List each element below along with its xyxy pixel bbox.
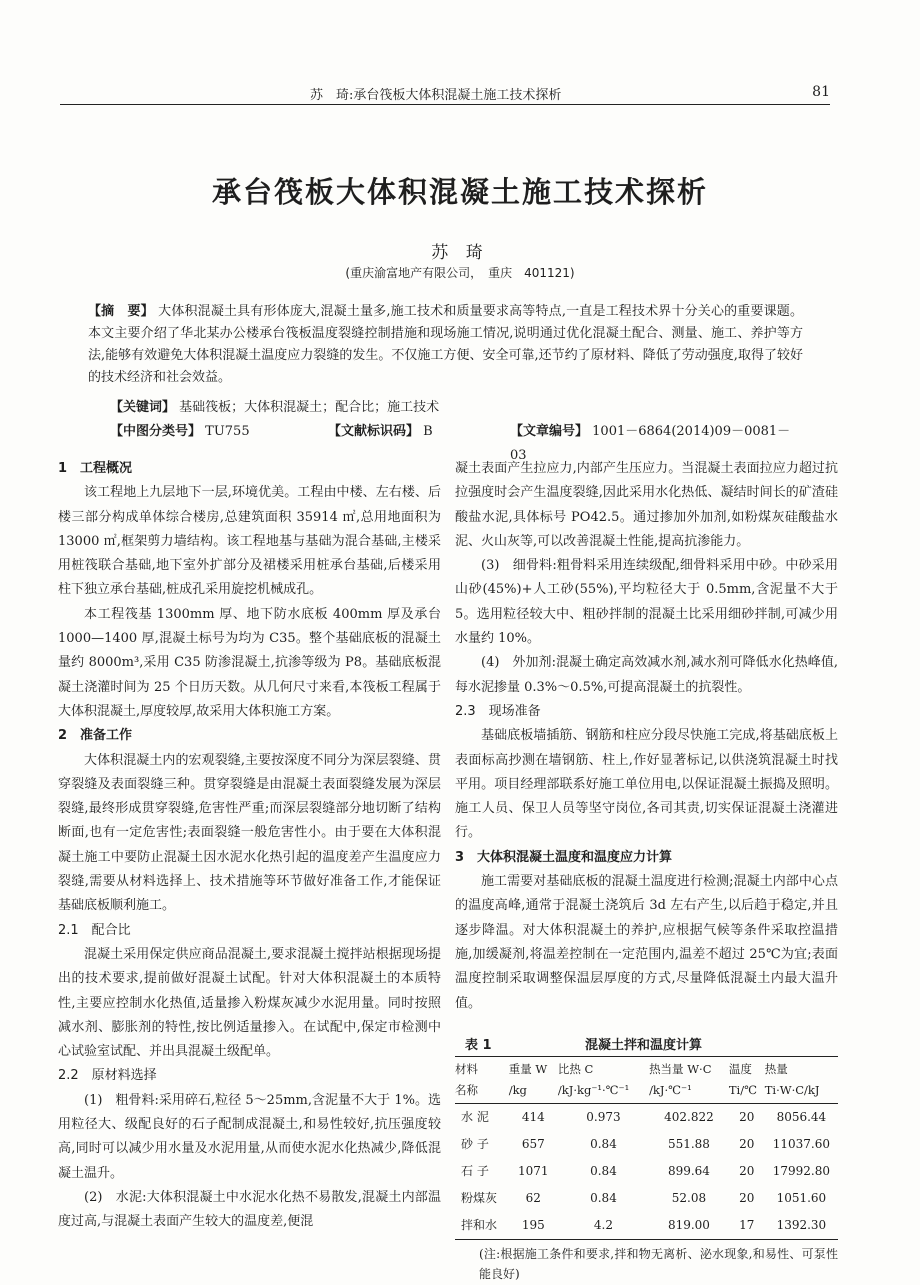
article-meta xyxy=(110,396,800,463)
table-header-cell: Ti·W·C/kJ xyxy=(765,1078,838,1104)
paragraph: (3) 细骨料:粗骨料采用连续级配,细骨料采用中砂。中砂采用山砂(45%)+人工砂(55%),平均粒径大于 0.5mm,含泥量不大于 5。选用粒径较大中、粗砂拌制的混凝土比采用细砂拌制,可减少用水量约 10%。 xyxy=(455,558,838,647)
table-cell: 20 xyxy=(739,1109,755,1124)
table-row xyxy=(455,1131,838,1158)
abstract-text: 大体积混凝土具有形体庞大,混凝土量多,施工技术和质量要求高等特点,一直是工程技术界十分关心的重要课题。本文主要介绍了华北某办公楼承台筏板温度裂缝控制措施和现场施工情况,说明通过优化混凝土配合、测量、施工、养护等方法,能够有效避免大体积混凝土温度应力裂缝的发生。不仅施工方便、安全可靠,还节约了原材料、降低了劳动强度,取得了较好的技术经济和社会效益。 xyxy=(88,304,803,385)
table-cell: 17992.80 xyxy=(772,1163,831,1178)
classification-line xyxy=(110,420,800,463)
paragraph: 本工程筏基 1300mm 厚、地下防水底板 400mm 厚及承台 1000—1400 厚,混凝土标号为均为 C35。整个基础底板的混凝土量约 8000m³,采用 C35 防渗混凝土,抗渗等级为 P8。基础底板混凝土浇灌时间为 25 个日历天数。从几何尺寸来看,本筏板工程属于大体积混凝土,厚度较厚,故采用大体积施工方案。 xyxy=(58,606,441,719)
table-cell: 拌和水 xyxy=(461,1217,498,1232)
table-header-row xyxy=(455,1056,838,1078)
table-cell: 0.84 xyxy=(590,1163,617,1178)
section-2-2-heading: 2.2 原材料选择 xyxy=(58,1068,157,1084)
running-title: 苏 琦:承台筏板大体积混凝土施工技术探析 xyxy=(310,88,562,103)
keywords-text: 基础筏板；大体积混凝土；配合比；施工技术 xyxy=(179,400,440,415)
table-cell: 砂 子 xyxy=(461,1136,489,1151)
table-header-cell: 材料 xyxy=(455,1061,478,1076)
paragraph: 混凝土采用保定供应商品混凝土,要求混凝土搅拌站根据现场提出的技术要求,提前做好混凝土试配。针对大体积混凝土的本质特性,主要应控制水化热值,适量掺入粉煤灰减少水泥用量。同时按照减水剂、膨胀剂的特性,按比例适量掺入。在试配中,保定市检测中心试验室试配、并出具混凝土级配单。 xyxy=(58,946,441,1060)
section-2-1-heading: 2.1 配合比 xyxy=(58,922,131,938)
abstract xyxy=(88,301,803,389)
table-cell: 8056.44 xyxy=(776,1109,827,1124)
table-header-cell: /kJ·℃⁻¹ xyxy=(649,1078,729,1104)
paragraph: (4) 外加剂:混凝土确定高效减水剂,减水剂可降低水化热峰值,每水泥掺量 0.3%～0.5%,可提高混凝土的抗裂性。 xyxy=(455,655,838,695)
doc-code-value: B xyxy=(423,424,433,439)
table-row xyxy=(455,1212,838,1240)
paragraph: 凝土表面产生拉应力,内部产生压应力。当混凝土表面拉应力超过抗拉强度时会产生温度裂缝,因此采用水化热低、凝结时间长的矿渣硅酸盐水泥,具体标号 PO42.5。通过掺加外加剂,如粉煤灰硅酸盐水泥、火山灰等,可以改善混凝土性能,提高抗渗能力。 xyxy=(455,461,838,549)
table-header-cell: Ti/℃ xyxy=(729,1078,765,1104)
section-1-heading: 1 工程概况 xyxy=(58,461,133,476)
table-number: 表 1 xyxy=(465,1037,492,1053)
paragraph: 基础底板墙插筋、钢筋和柱应分段尽快施工完成,将基础底板上表面标高抄测在墙钢筋、柱上,作好显著标记,以供浇筑混凝土时找平用。项目经理部联系好施工单位用电,以保证混凝土振捣及照明。施工人员、保卫人员等坚守岗位,各司其责,切实保证混凝土浇灌进行。 xyxy=(455,728,838,841)
table-row xyxy=(455,1103,838,1131)
article-title: 承台筏板大体积混凝土施工技术探析 xyxy=(211,175,708,209)
table-cell: 1392.30 xyxy=(776,1217,827,1232)
table-cell: 1071 xyxy=(518,1163,549,1178)
table-cell: 20 xyxy=(739,1190,755,1205)
keywords-line xyxy=(110,396,800,420)
table-header-cell: /kg xyxy=(509,1078,558,1104)
author-affiliation: (重庆渝富地产有限公司， 重庆 401121) xyxy=(345,266,575,280)
doc-code-label: 【文献标识码】 xyxy=(328,424,420,439)
left-column xyxy=(58,457,441,1235)
article-number-label: 【文章编号】 xyxy=(510,424,589,439)
article-number-value: 1001－6864(2014)09－0081－03 xyxy=(510,424,791,463)
table-cell: 195 xyxy=(521,1217,545,1232)
paragraph: (1) 粗骨料:采用碎石,粒径 5～25mm,含泥量不大于 1%。选用粒径大、级配良好的石子配制成混凝土,和易性较好,抗压强度较高,同时可以减少用水量及水泥用量,从而使水泥水化热减少,降低混凝土温升。 xyxy=(58,1092,441,1181)
author-name: 苏 琦 xyxy=(431,243,489,263)
section-2-3-heading: 2.3 现场准备 xyxy=(455,703,541,719)
table-cell: 1051.60 xyxy=(776,1190,827,1205)
section-3-heading: 3 大体积混凝土温度和温度应力计算 xyxy=(455,849,673,865)
paragraph: 施工需要对基础底板的混凝土温度进行检测;混凝土内部中心点的温度高峰,通常于混凝土浇筑后 3d 左右产生,以后趋于稳定,并且逐步降温。对大体积混凝土的养护,应根据气候等条件采取控温措施,加缓凝剂,将温差控制在一定范围内,温差不超过 25℃为宜;表面温度控制采取调整保温层厚度的方式,尽量降低混凝土内最大温升值。 xyxy=(455,874,838,1011)
table-cell: 0.973 xyxy=(586,1109,621,1124)
table-header-cell: 热当量 W·C xyxy=(649,1061,712,1076)
mix-temperature-table xyxy=(455,1056,838,1240)
table-cell: 52.08 xyxy=(671,1190,707,1205)
clc-value: TU755 xyxy=(205,424,250,439)
table-cell: 657 xyxy=(521,1136,545,1151)
right-column xyxy=(455,457,838,1284)
page-number: 81 xyxy=(812,84,830,100)
table-cell: 0.84 xyxy=(590,1190,617,1205)
abstract-label: 【摘 要】 xyxy=(88,304,154,319)
table-header-cell: /kJ·kg⁻¹·℃⁻¹ xyxy=(558,1078,649,1104)
paragraph: (2) 水泥:大体积混凝土中水泥水化热不易散发,混凝土内部温度过高,与混凝土表面产生较大的温度差,便混 xyxy=(58,1189,441,1230)
table-cell: 20 xyxy=(739,1136,755,1151)
clc-label: 【中图分类号】 xyxy=(110,424,202,439)
table-cell: 62 xyxy=(525,1190,541,1205)
table-caption xyxy=(455,1030,838,1056)
table-cell: 水 泥 xyxy=(461,1109,489,1124)
table-header-cell: 比热 C xyxy=(557,1061,594,1076)
table-header-row xyxy=(455,1078,838,1104)
table-cell: 石 子 xyxy=(461,1163,489,1178)
keywords-label: 【关键词】 xyxy=(110,400,176,415)
table-header-cell: 温度 xyxy=(728,1061,752,1076)
table-header-cell: 热量 xyxy=(764,1061,788,1076)
table-cell: 414 xyxy=(521,1109,545,1124)
table-cell: 11037.60 xyxy=(772,1136,831,1151)
table-cell: 402.822 xyxy=(664,1109,714,1124)
paragraph: 该工程地上九层地下一层,环境优美。工程由中楼、左右楼、后楼三部分构成单体综合楼房,总建筑面积 35914 ㎡,总用地面积为 13000 ㎡,框架剪力墙结构。该工程地基与基础为混合基础,主楼采用桩筏联合基础,地下室外扩部分及裙楼采用桩承台基础,后楼采用柱下独立承台基础,桩成孔采用旋挖机械成孔。 xyxy=(58,485,441,598)
table-header-cell: 重量 W xyxy=(508,1061,548,1076)
table-note: (注:根据施工条件和要求,拌和物无离析、泌水现象,和易性、可泵性能良好) xyxy=(479,1246,838,1281)
table-cell: 819.00 xyxy=(667,1217,710,1232)
table-cell: 17 xyxy=(739,1217,755,1232)
table-cell: 20 xyxy=(739,1163,755,1178)
table-title: 混凝土拌和温度计算 xyxy=(585,1037,703,1053)
table-row xyxy=(455,1158,838,1185)
table-cell: 0.84 xyxy=(590,1136,617,1151)
table-header-cell: 名称 xyxy=(455,1078,509,1104)
table-cell: 4.2 xyxy=(593,1217,614,1232)
table-row xyxy=(455,1185,838,1212)
paragraph: 大体积混凝土内的宏观裂缝,主要按深度不同分为深层裂缝、贯穿裂缝及表面裂缝三种。贯穿裂缝是由混凝土表面裂缝发展为深层裂缝,最终形成贯穿裂缝,危害性严重;而深层裂缝部分地切断了结构断面,也有一定危害性;表面裂缝一般危害性小。由于要在大体积混凝土施工中要防止混凝土因水泥水化热引起的温度差产生温度应力裂缝,需要从材料选择上、技术措施等环节做好准备工作,才能保证基础底板顺利施工。 xyxy=(58,752,441,914)
section-2-heading: 2 准备工作 xyxy=(58,728,133,744)
table-cell: 899.64 xyxy=(667,1163,710,1178)
table-cell: 粉煤灰 xyxy=(461,1190,498,1205)
table-cell: 551.88 xyxy=(667,1136,710,1151)
running-header xyxy=(60,84,830,105)
